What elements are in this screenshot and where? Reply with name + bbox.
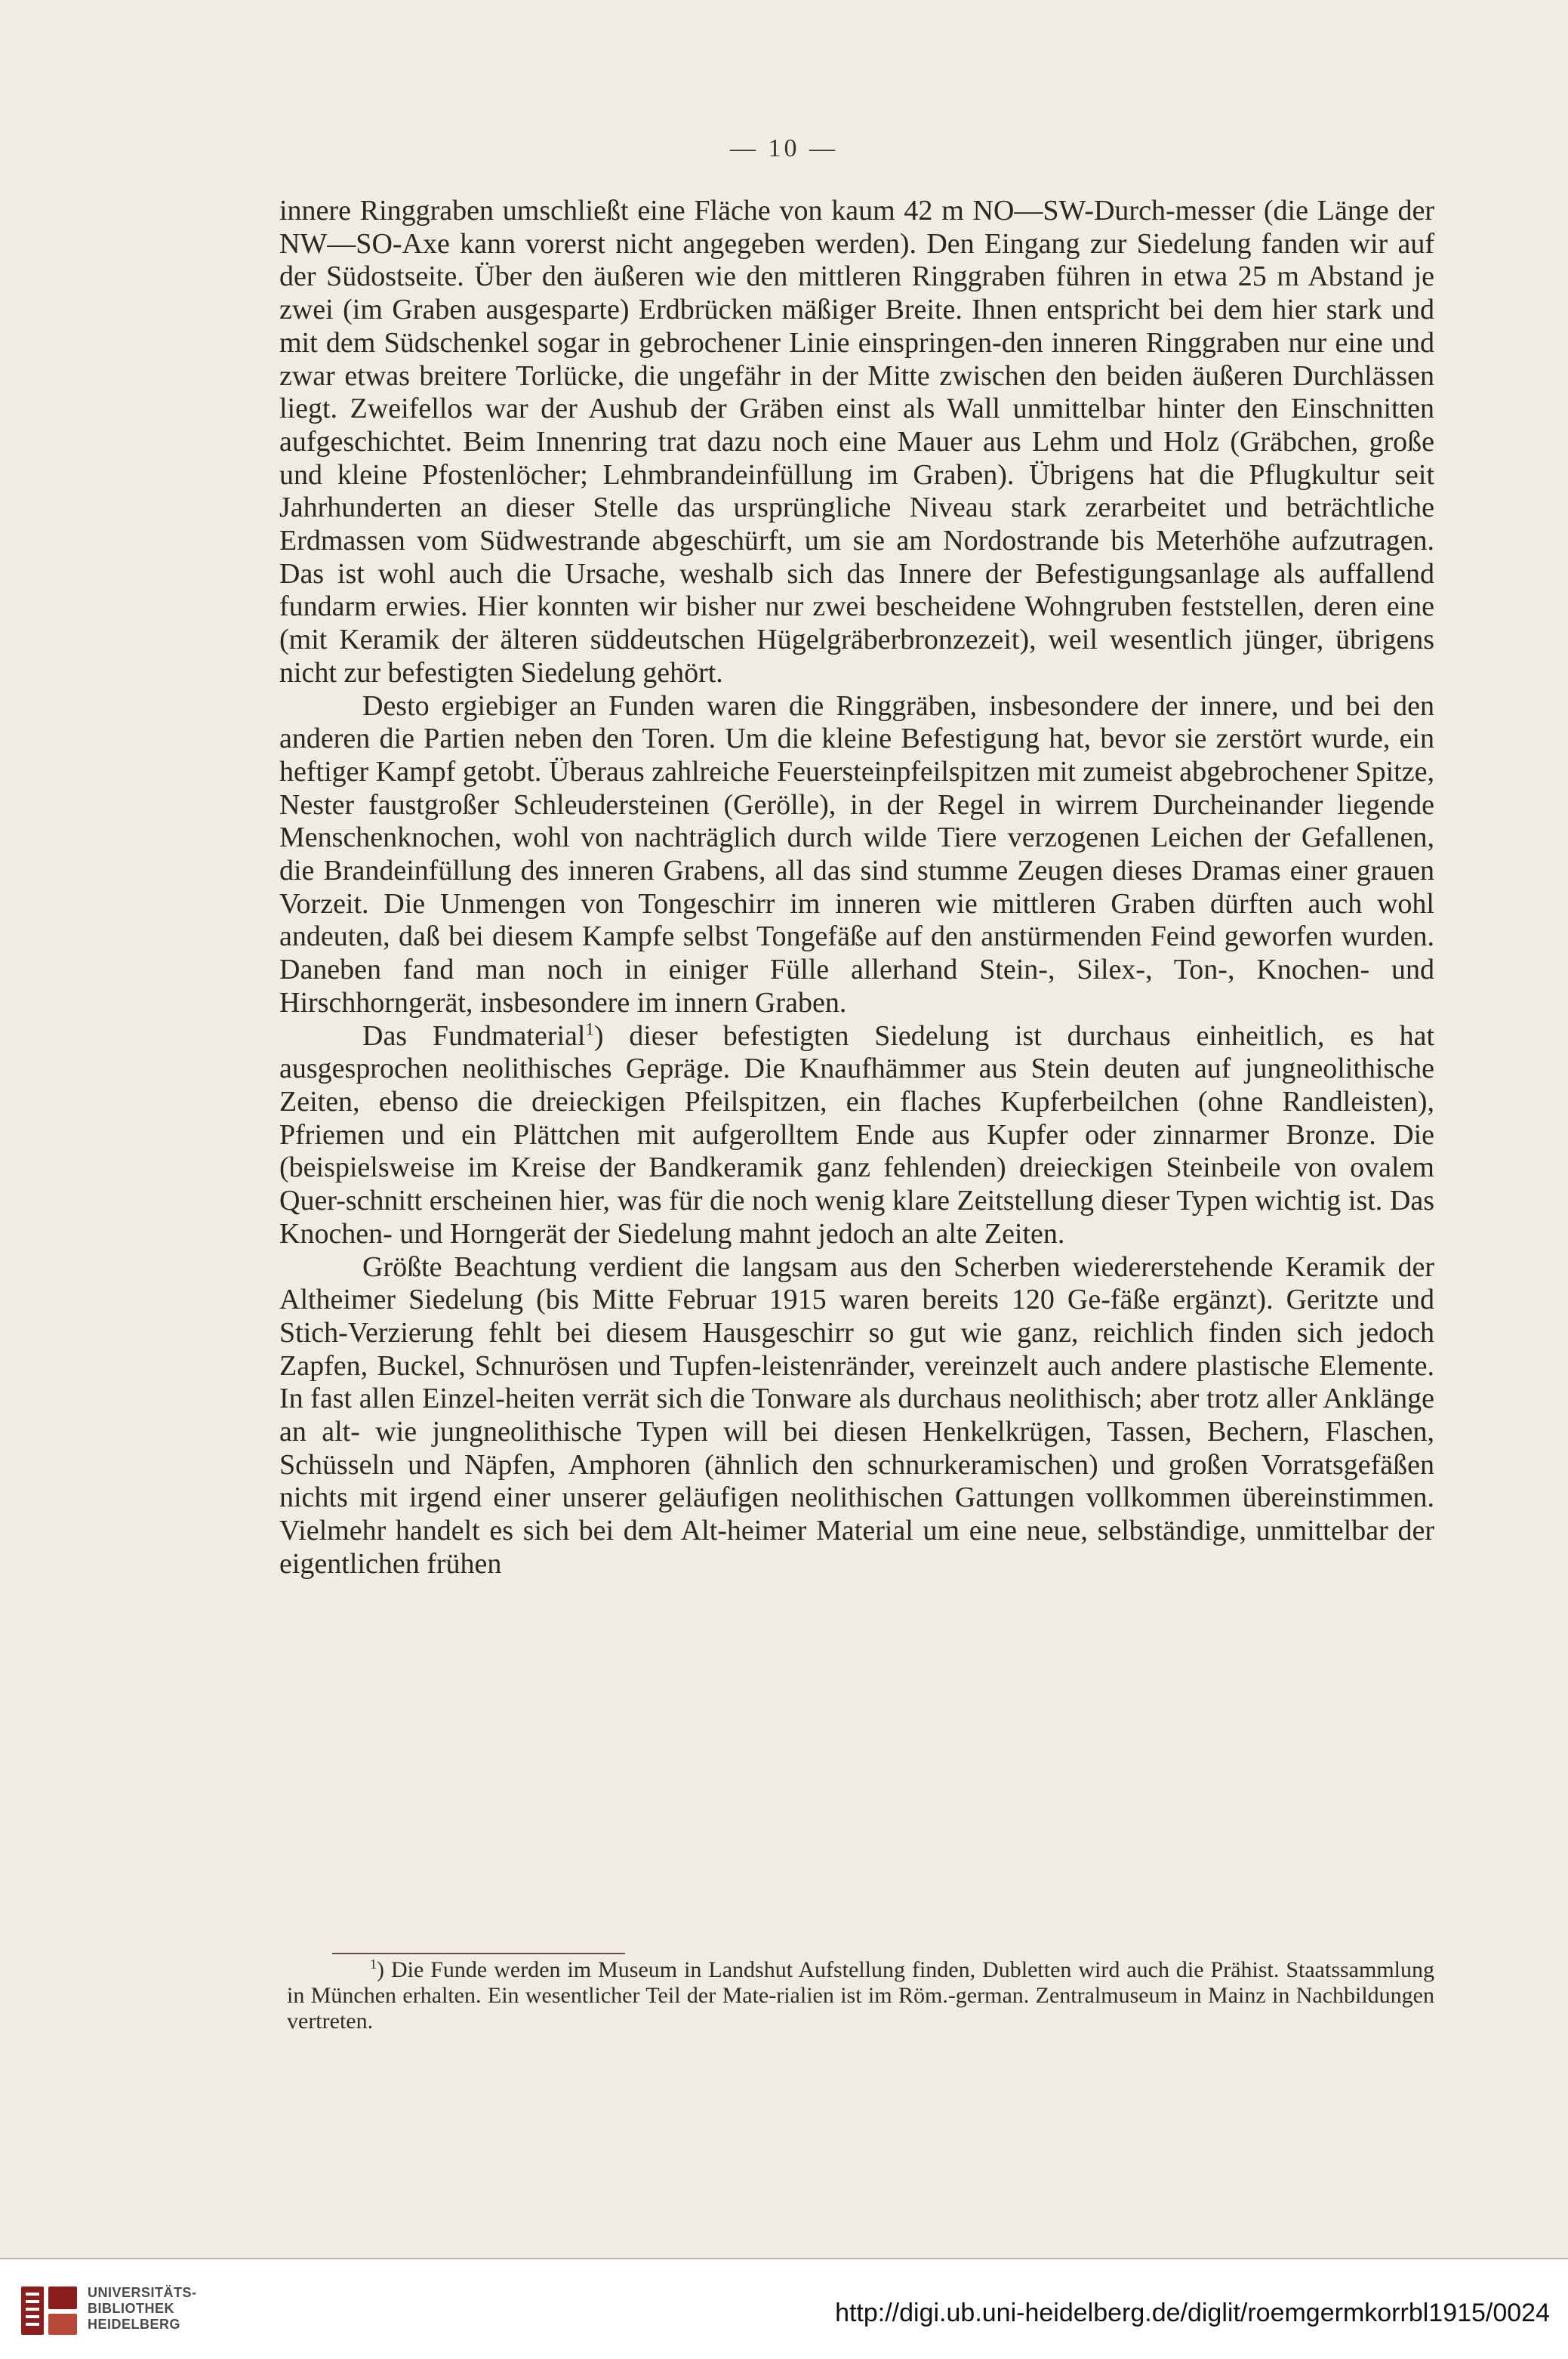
- library-name-line-1: UNIVERSITÄTS-: [88, 2285, 197, 2300]
- footer-divider: [0, 2258, 1568, 2259]
- footnote: $^1$) Die Funde werden im Museum in Landshut Aufstellung finden, Dubletten wird auch die Prähist. Staatssammlung in München erhalten. Ein wesentlicher Teil der Mate-rialien ist im Röm.-german. Zentralmuseum in Mainz in Nachbildungen vertreten.: [287, 1957, 1434, 2034]
- library-name-line-3: HEIDELBERG: [88, 2317, 181, 2332]
- permalink-url[interactable]: http://digi.ub.uni-heidelberg.de/diglit/roemgermkorrbl1915/0024: [835, 2299, 1550, 2327]
- paragraph: Größte Beachtung verdient die langsam aus den Scherben wiedererstehende Keramik der Altheimer Siedelung (bis Mitte Februar 1915 waren bereits 120 Ge-fäße ergänzt). Geritzte und Stich-Verzierung fehlt bei diesem Hausgeschirr so gut wie ganz, reichlich finden sich jedoch Zapfen, Buckel, Schnurösen und Tupfen-leistenränder, vereinzelt auch andere plastische Elemente. In fast allen Einzel-heiten verrät sich die Tonware als durchaus neolithisch; aber trotz aller Anklänge an alt- wie jungneolithische Typen will bei diesen Henkelkrügen, Tassen, Bechern, Flaschen, Schüsseln und Näpfen, Amphoren (ähnlich den schnurkeramischen) und großen Vorratsgefäßen nichts mit irgend einer unserer geläufigen neolithischen Gattungen vollkommen übereinstimmen. Vielmehr handelt es sich bei dem Alt-heimer Material um eine neue, selbständige, unmittelbar der eigentlichen frühen: [279, 1250, 1434, 1580]
- footnote-divider: [332, 1953, 625, 1954]
- main-text: [279, 195, 1434, 1581]
- paragraph: Desto ergiebiger an Funden waren die Ringgräben, insbesondere der innere, und bei den anderen die Partien neben den Toren. Um die kleine Befestigung hat, bevor sie zerstört wurde, ein heftiger Kampf getobt. Überaus zahlreiche Feuersteinpfeilspitzen mit zumeist abgebrochener Spitze, Nester faustgroßer Schleudersteinen (Gerölle), in der Regel in wirrem Durcheinander liegende Menschenknochen, wohl von nachträglich durch wilde Tiere verzogenen Leichen der Gefallenen, die Brandeinfüllung des inneren Grabens, all das sind stumme Zeugen dieses Dramas einer grauen Vorzeit. Die Unmengen von Tongeschirr im inneren wie mittleren Graben dürften auch wohl andeuten, daß bei diesem Kampfe selbst Tongefäße auf den anstürmenden Feind geworfen wurden. Daneben fand man noch in einiger Fülle allerhand Stein-, Silex-, Ton-, Knochen- und Hirschhorngerät, insbesondere im innern Graben.: [279, 689, 1434, 1019]
- library-name: [88, 2285, 197, 2333]
- university-library-logo-icon: [18, 2283, 80, 2338]
- paragraph: innere Ringgraben umschließt eine Fläche von kaum 42 m NO—SW-Durch-messer (die Länge der NW—SO-Axe kann vorerst nicht angegeben werden). Den Eingang zur Siedelung fanden wir auf der Südostseite. Über den äußeren wie den mittleren Ringgraben führen in etwa 25 m Abstand je zwei (im Graben ausgesparte) Erdbrücken mäßiger Breite. Ihnen entspricht bei dem hier stark und mit dem Südschenkel sogar in gebrochener Linie einspringen-den inneren Ringgraben nur eine und zwar etwas breitere Torlücke, die ungefähr in der Mitte zwischen den beiden äußeren Durchlässen liegt. Zweifellos war der Aushub der Gräben einst als Wall unmittelbar hinter den Einschnitten aufgeschichtet. Beim Innenring trat dazu noch eine Mauer aus Lehm und Holz (Gräbchen, große und kleine Pfostenlöcher; Lehmbrandeinfüllung im Graben). Übrigens hat die Pflugkultur seit Jahrhunderten an dieser Stelle das ursprüngliche Niveau stark zerarbeitet und beträchtliche Erdmassen vom Südwestrande abgeschürft, um sie am Nordostrande bis Meterhöhe aufzutragen. Das ist wohl auch die Ursache, weshalb sich das Innere der Befestigungsanlage als auffallend fundarm erwies. Hier konnten wir bisher nur zwei bescheidene Wohngruben feststellen, deren eine (mit Keramik der älteren süddeutschen Hügelgräberbronzezeit), weil wesentlich jünger, übrigens nicht zur befestigten Siedelung gehört.: [279, 195, 1434, 689]
- library-name-line-2: BIBLIOTHEK: [88, 2301, 174, 2316]
- page-number: — 10 —: [730, 134, 838, 162]
- paragraph: Das Fundmaterial$^1$) dieser befestigten Siedelung ist durchaus einheitlich, es hat ausgesprochen neolithisches Gepräge. Die Knaufhämmer aus Stein deuten auf jungneolithische Zeiten, ebenso die dreieckigen Pfeilspitzen, ein flaches Kupferbeilchen (ohne Randleisten), Pfriemen und ein Plättchen mit aufgerolltem Ende aus Kupfer oder zinnarmer Bronze. Die (beispielsweise im Kreise der Bandkeramik ganz fehlenden) dreieckigen Steinbeile von ovalem Quer-schnitt erscheinen hier, was für die noch wenig klare Zeitstellung dieser Typen wichtig ist. Das Knochen- und Horngerät der Siedelung mahnt jedoch an alte Zeiten.: [279, 1019, 1434, 1250]
